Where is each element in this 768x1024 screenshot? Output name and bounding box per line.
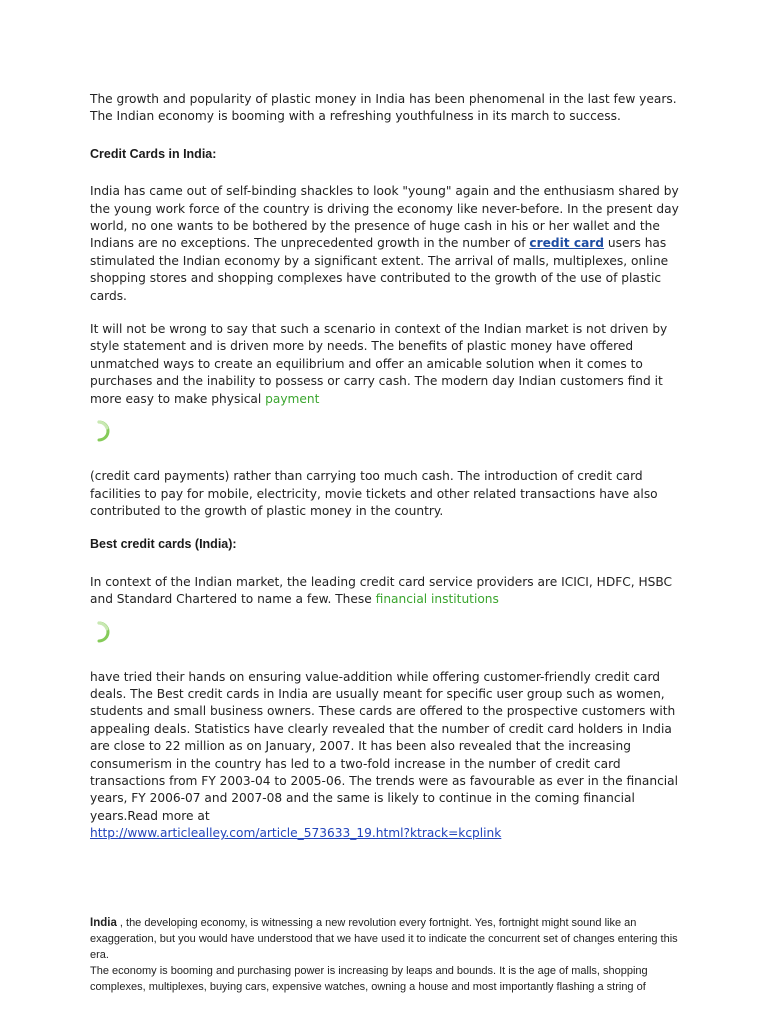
spinner-container-2 [90, 609, 690, 669]
intro-paragraph: The growth and popularity of plastic money in India has been phenomenal in the last few years. The Indian economy is booming with a refreshing youthfulness in its march to success. [90, 92, 677, 124]
paragraph-statistics-text: have tried their hands on ensuring value-addition while offering customer-friendly credit card deals. The Best credit cards in India are usually meant for specific user group such as women, students and small business owners. These cards are offered to the prospective customers with appealing deals. Statistics have clearly revealed that the number of credit card holders in India are close to 22 million as on January, 2007. It has been also revealed that the increasing consumerism in the country has led to a two-fold increase in the number of credit card transactions from FY 2003-04 to 2005-06. The trends were as favourable as ever in the financial years, FY 2006-07 and 2007-08 and the same is likely to continue in the coming financial years.Read more at [90, 669, 679, 823]
paragraph-india-economy-text: , the developing economy, is witnessing a new revolution every fortnight. Yes, fortnight might sound like an exaggeration, but you would have understood that we have used it to indicate the concurrent set of changes entering this era. [90, 916, 678, 961]
paragraph-india-economy [90, 915, 690, 964]
paragraph-payments: (credit card payments) rather than carrying too much cash. The introduction of credit card facilities to pay for mobile, electricity, movie tickets and other related transactions have also contributed to the growth of plastic money in the country. [90, 469, 658, 518]
payment-link[interactable]: payment [265, 391, 320, 406]
paragraph-growth-text-2: users has stimulated the Indian economy by a significant extent. The arrival of malls, multiplexes, online shopping stores and shopping complexes have contributed to the growth of the use of plastic cards. [90, 236, 669, 303]
paragraph-growth [90, 183, 690, 305]
spinner-container-1 [90, 408, 690, 468]
paragraph-scenario-text: It will not be wrong to say that such a scenario in context of the Indian market is not driven by style statement and is driven more by needs. The benefits of plastic money have offered unmatched ways to create an equilibrium and offer an amicable solution when it comes to purchases and the inability to possess or carry cash. The modern day Indian customers find it more easy to make physical [90, 322, 668, 406]
loading-spinner-icon [94, 621, 112, 643]
article-url-link[interactable]: http://www.articlealley.com/article_573633_19.html?ktrack=kcplink [90, 826, 502, 841]
spacer [90, 843, 690, 915]
heading-credit-cards-india: Credit Cards in India: [90, 146, 217, 161]
paragraph-providers-text: In context of the Indian market, the leading credit card service providers are ICICI, HDFC, HSBC and Standard Chartered to name a few. These [90, 574, 673, 607]
document-page [90, 91, 690, 996]
paragraph-providers [90, 574, 690, 609]
loading-spinner-icon [94, 420, 112, 442]
heading-best-credit-cards: Best credit cards (India): [90, 537, 237, 552]
paragraph-statistics [90, 669, 690, 843]
financial-institutions-link[interactable]: financial institutions [375, 592, 499, 607]
credit-card-link[interactable]: credit card [529, 236, 605, 251]
india-bold-term: India [90, 916, 117, 929]
paragraph-scenario [90, 321, 690, 408]
paragraph-growth-text-1: India has came out of self-binding shackles to look "young" again and the enthusiasm shared by the young work force of the country is driving the economy like never-before. In the present day world, no one wants to be bothered by the presence of huge cash in his or her wallet and the Indians are no exceptions. The unprecedented growth in the number of [90, 184, 679, 251]
paragraph-booming: The economy is booming and purchasing power is increasing by leaps and bounds. It is the age of malls, shopping complexes, multiplexes, buying cars, expensive watches, owning a house and most importantly flashing a string of [90, 965, 648, 994]
